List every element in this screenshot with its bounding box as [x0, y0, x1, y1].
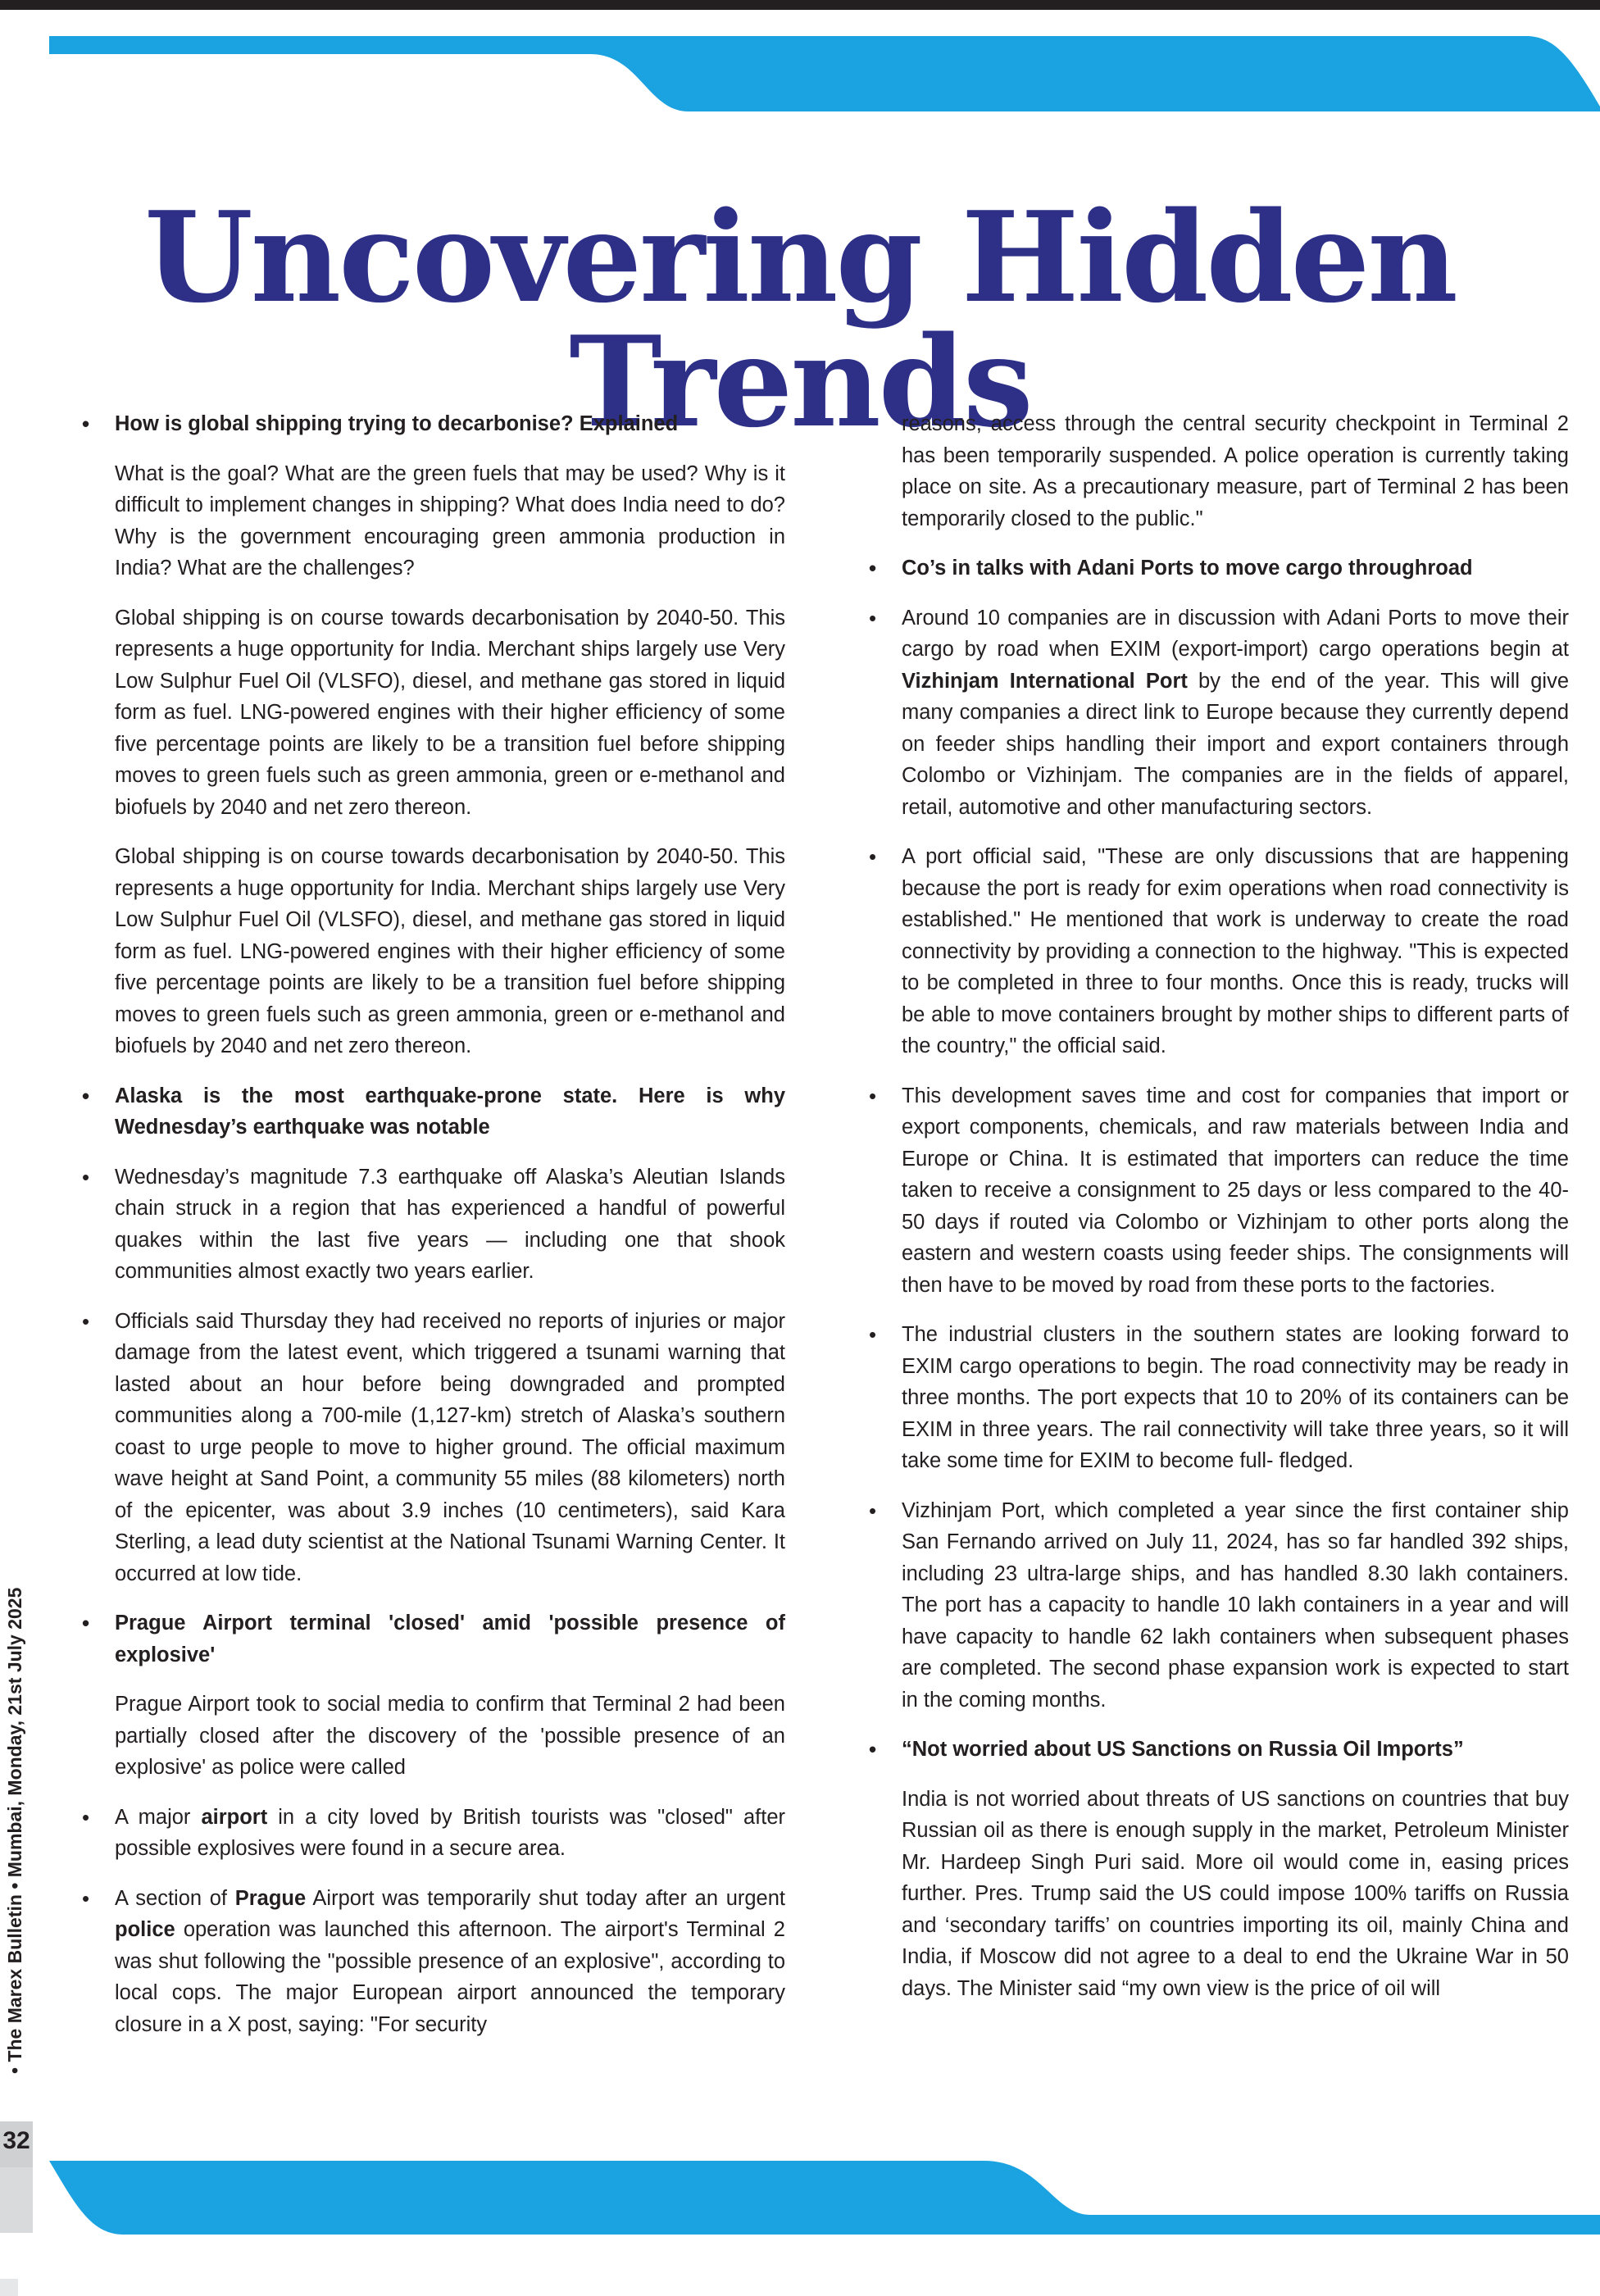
bullet-item: • A port official said, "These are only discussions that are happening because the port is ready for exim operations when road connectivity is established." He mentioned that work is underway to create the road connectivity by providing a connection to the highway. "This is expected to be completed in three to four months. Once this is ready, trucks will be able to move containers brought by mother ships to different parts of the country," the official said. — [867, 841, 1569, 1062]
left-column — [80, 408, 785, 2058]
bullet-icon: • — [82, 1885, 90, 1911]
bulletin-sidebar-label: • The Marex Bulletin • Mumbai, Monday, 21st July 2025 — [4, 1587, 25, 2074]
bullet-icon: • — [82, 411, 90, 436]
top-blue-wave — [0, 36, 1600, 115]
bullet-icon: • — [869, 605, 877, 630]
bullet-item: • This development saves time and cost for companies that import or export components, chemicals, and raw materials between India and Europe or China. It is estimated that importers can reduce the time taken to receive a consignment to 25 days or less compared to the 40-50 days if routed via Colombo or Vizhinjam to other ports along the eastern and western coasts using feeder ships. The consignments will then have to be moved by road from these ports to the factories. — [867, 1080, 1569, 1302]
headline-alaska: • Alaska is the most earthquake-prone state. Here is why Wednesday’s earthquake was notable — [80, 1080, 785, 1143]
bullet-item: • A section of Prague Airport was temporarily shut today after an urgent police operation was launched this afternoon. The airport's Terminal 2 was shut following the "possible presence of an explosive", according to local cops. The major European airport announced the temporary closure in a X post, saying: "For security — [80, 1883, 785, 2041]
top-black-bar — [0, 0, 1600, 10]
bullet-icon: • — [869, 1322, 877, 1347]
bullet-icon: • — [82, 1804, 90, 1830]
corner-mark — [0, 2279, 18, 2296]
right-column — [867, 408, 1569, 2022]
bullet-icon: • — [869, 1498, 877, 1523]
bullet-icon: • — [869, 844, 877, 869]
bullet-item: • Vizhinjam Port, which completed a year since the first container ship San Fernando arrived on July 11, 2024, has so far handled 392 ships, including 23 ultra-large ships, and has handled 8.30 lakh containers. The port has a capacity to handle 10 lakh containers in a year and will have capacity to handle 62 lakh containers when subsequent phases are completed. The second phase expansion work is expected to start in the coming months. — [867, 1495, 1569, 1716]
paragraph: Global shipping is on course towards decarbonisation by 2040-50. This represents a huge opportunity for India. Merchant ships largely use Very Low Sulphur Fuel Oil (VLSFO), diesel, and methane gas stored in liquid form as fuel. LNG-powered engines with their higher efficiency of some five percentage points are likely to be a transition fuel before shipping moves to green fuels such as green ammonia, green or e-methanol and biofuels by 2040 and net zero thereon. — [115, 845, 785, 1057]
paragraph: What is the goal? What are the green fuels that may be used? Why is it difficult to implement changes in shipping? What does India need to do? Why is the government encouraging green ammonia production in India? What are the challenges? — [115, 461, 785, 580]
bullet-item: • Around 10 companies are in discussion with Adani Ports to move their cargo by road when EXIM (export-import) cargo operations begin at Vizhinjam International Port by the end of the year. This will give many companies a direct link to Europe because they currently depend on feeder ships handling their import and export containers through Colombo or Vizhinjam. The companies are in the fields of apparel, retail, automotive and other manufacturing sectors. — [867, 602, 1569, 824]
page-title: Uncovering Hidden Trends — [144, 184, 1456, 455]
bullet-icon: • — [869, 556, 877, 580]
page-number: 32 — [2, 2127, 30, 2154]
bottom-blue-wave — [0, 2156, 1600, 2235]
bullet-icon: • — [869, 1083, 877, 1108]
headline-prague: • Prague Airport terminal 'closed' amid 'possible presence of explosive' — [80, 1607, 785, 1671]
bullet-item: • Officials said Thursday they had received no reports of injuries or major damage from the latest event, which triggered a tsunami warning that lasted about an hour before being downgraded and prompted communities along a 700-mile (1,127-km) stretch of Alaska’s southern coast to urge people to move to higher ground. The official maximum wave height at Sand Point, a community 55 miles (88 kilometers) north of the epicenter, was about 3.9 inches (10 centimeters), said Kara Sterling, a lead duty scientist at the National Tsunami Warning Center. It occurred at low tide. — [80, 1306, 785, 1590]
paragraph: India is not worried about threats of US sanctions on countries that buy Russian oil as there is enough supply in the market, Petroleum Minister Mr. Hardeep Singh Puri said. More oil would come in, easing prices further. Pres. Trump said the US could impose 100% tariffs on Russia and ‘secondary tariffs’ on countries importing its oil, mainly China and India, if Moscow did not agree to a deal to end the Ukraine War in 50 days. The Minister said “my own view is the price of oil will — [902, 1787, 1569, 2000]
paragraph: Global shipping is on course towards decarbonisation by 2040-50. This represents a huge opportunity for India. Merchant ships largely use Very Low Sulphur Fuel Oil (VLSFO), diesel, and methane gas stored in liquid form as fuel. LNG-powered engines with their higher efficiency of some five percentage points are likely to be a transition fuel before shipping moves to green fuels such as green ammonia, green or e-methanol and biofuels by 2040 and net zero thereon. — [115, 606, 785, 819]
bullet-icon: • — [82, 1083, 90, 1108]
bullet-icon: • — [82, 1611, 90, 1635]
headline-adani: • Co’s in talks with Adani Ports to move cargo throughroad — [867, 552, 1569, 584]
bullet-icon: • — [82, 1164, 90, 1189]
bullet-icon: • — [82, 1308, 90, 1334]
paragraph: Prague Airport took to social media to confirm that Terminal 2 had been partially closed after the discovery of the 'possible presence of an explosive' as police were called — [115, 1693, 785, 1779]
bullet-item: • A major airport in a city loved by British tourists was "closed" after possible explosives were found in a secure area. — [80, 1802, 785, 1865]
bullet-item: • Wednesday’s magnitude 7.3 earthquake off Alaska’s Aleutian Islands chain struck in a region that has experienced a handful of powerful quakes within the last five years — including one that shook communities almost exactly two years earlier. — [80, 1162, 785, 1288]
bullet-icon: • — [869, 1737, 877, 1762]
headline-decarbonise: • How is global shipping trying to decarbonise? Explained — [80, 408, 785, 440]
headline-russia-oil: • “Not worried about US Sanctions on Russia Oil Imports” — [867, 1734, 1569, 1766]
paragraph: reasons, access through the central security checkpoint in Terminal 2 has been temporarily suspended. A police operation is currently taking place on site. As a precautionary measure, part of Terminal 2 has been temporarily closed to the public." — [902, 412, 1569, 530]
bullet-item: • The industrial clusters in the southern states are looking forward to EXIM cargo operations to begin. The road connectivity may be ready in three months. The port expects that 10 to 20% of its containers can be EXIM in three years. The rail connectivity will take three years, so it will take some time for EXIM to become full- fledged. — [867, 1319, 1569, 1477]
